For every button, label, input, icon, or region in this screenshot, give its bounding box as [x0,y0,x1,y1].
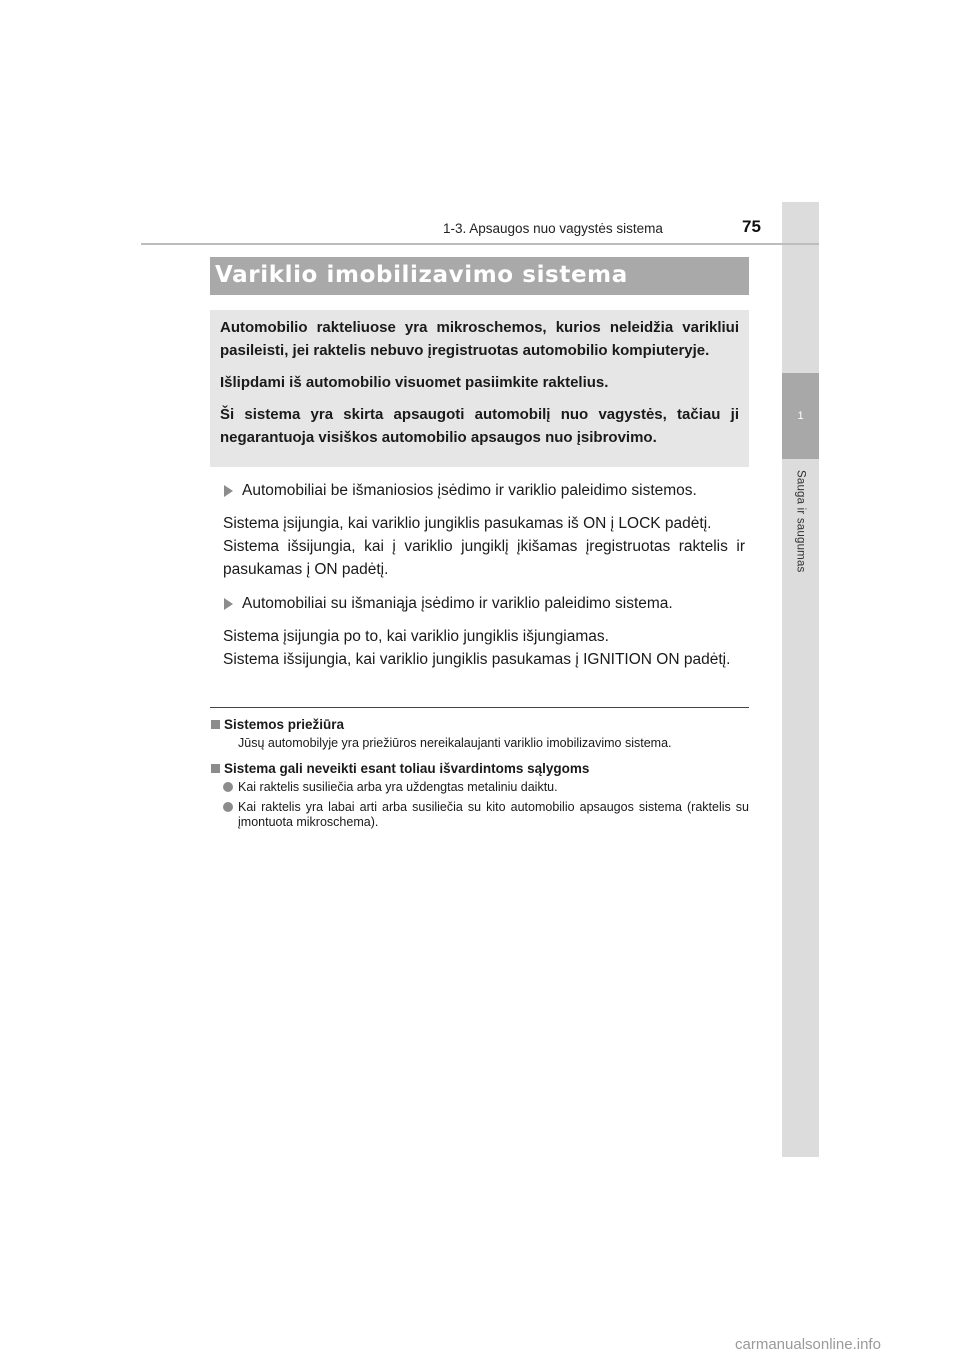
side-tab [782,202,819,1157]
notes-divider [210,707,749,708]
section-paragraph [223,512,745,581]
note-text: Jūsų automobilyje yra priežiūros nereikalaujanti variklio imobilizavimo sistema. [238,736,672,750]
circle-bullet-icon [223,782,233,792]
note-bullet-item [210,800,749,829]
note-bullet-text: Kai raktelis yra labai arti arba susiliečia su kito automobilio apsaugos sistema (raktelis su įmontuota mikroschema). [238,800,749,829]
section-text-line: Sistema išsijungia, kai variklio jungiklis pasukamas į IGNITION ON padėtį. [223,651,731,668]
note-bullet-text: Kai raktelis susiliečia arba yra uždengtas metaliniu daiktu. [238,779,558,794]
triangle-bullet-icon [224,485,233,497]
section-text-line: Sistema įsijungia po to, kai variklio jungiklis išjungiamas. [223,628,609,645]
note-bullet-item [210,780,749,795]
summary-paragraph: Automobilio rakteliuose yra mikroschemos, kurios neleidžia varikliui pasileisti, jei raktelis nebuvo įregistruotas automobilio kompiuteryje. [220,319,739,359]
header-divider [141,243,819,245]
section-reference: 1-3. Apsaugos nuo vagystės sistema [443,221,663,236]
chapter-number: 1 [797,410,804,422]
section-text-line: Sistema išsijungia, kai į variklio jungiklį įkišamas įregistruotas raktelis ir pasukamas į ON padėtį. [223,538,745,578]
page-number: 75 [742,217,761,236]
section-text-line: Sistema įsijungia, kai variklio jungiklis pasukamas iš ON į LOCK padėtį. [223,515,712,532]
note-heading-text: Sistemos priežiūra [224,717,345,732]
title-banner [210,257,749,295]
chapter-title-tab [782,470,819,600]
summary-box [210,310,749,467]
summary-paragraph: Ši sistema yra skirta apsaugoti automobilį nuo vagystės, tačiau ji negarantuoja visiškos automobilio apsaugos nuo įsibrovimo. [220,406,739,446]
note-heading-text: Sistema gali neveikti esant toliau išvardintoms sąlygoms [224,760,590,776]
circle-bullet-icon [223,802,233,812]
chapter-number-tab [782,373,819,459]
section-heading [223,593,745,615]
notes-section [210,716,749,835]
note-heading [210,716,749,733]
main-content [223,480,745,683]
chapter-title: Sauga ir saugumas [794,470,807,573]
note-heading [210,760,749,777]
section-heading-text: Automobiliai be išmaniosios įsėdimo ir variklio paleidimo sistemos. [242,482,697,499]
square-bullet-icon [211,764,220,773]
page-title: Variklio imobilizavimo sistema [215,262,628,288]
section-paragraph [223,625,745,671]
section-heading [223,480,745,502]
watermark: carmanualsonline.info [735,1336,881,1353]
section-heading-text: Automobiliai su išmaniąja įsėdimo ir variklio paleidimo sistema. [242,595,673,612]
square-bullet-icon [211,720,220,729]
summary-paragraph: Išlipdami iš automobilio visuomet pasiimkite raktelius. [220,374,609,391]
triangle-bullet-icon [224,598,233,610]
